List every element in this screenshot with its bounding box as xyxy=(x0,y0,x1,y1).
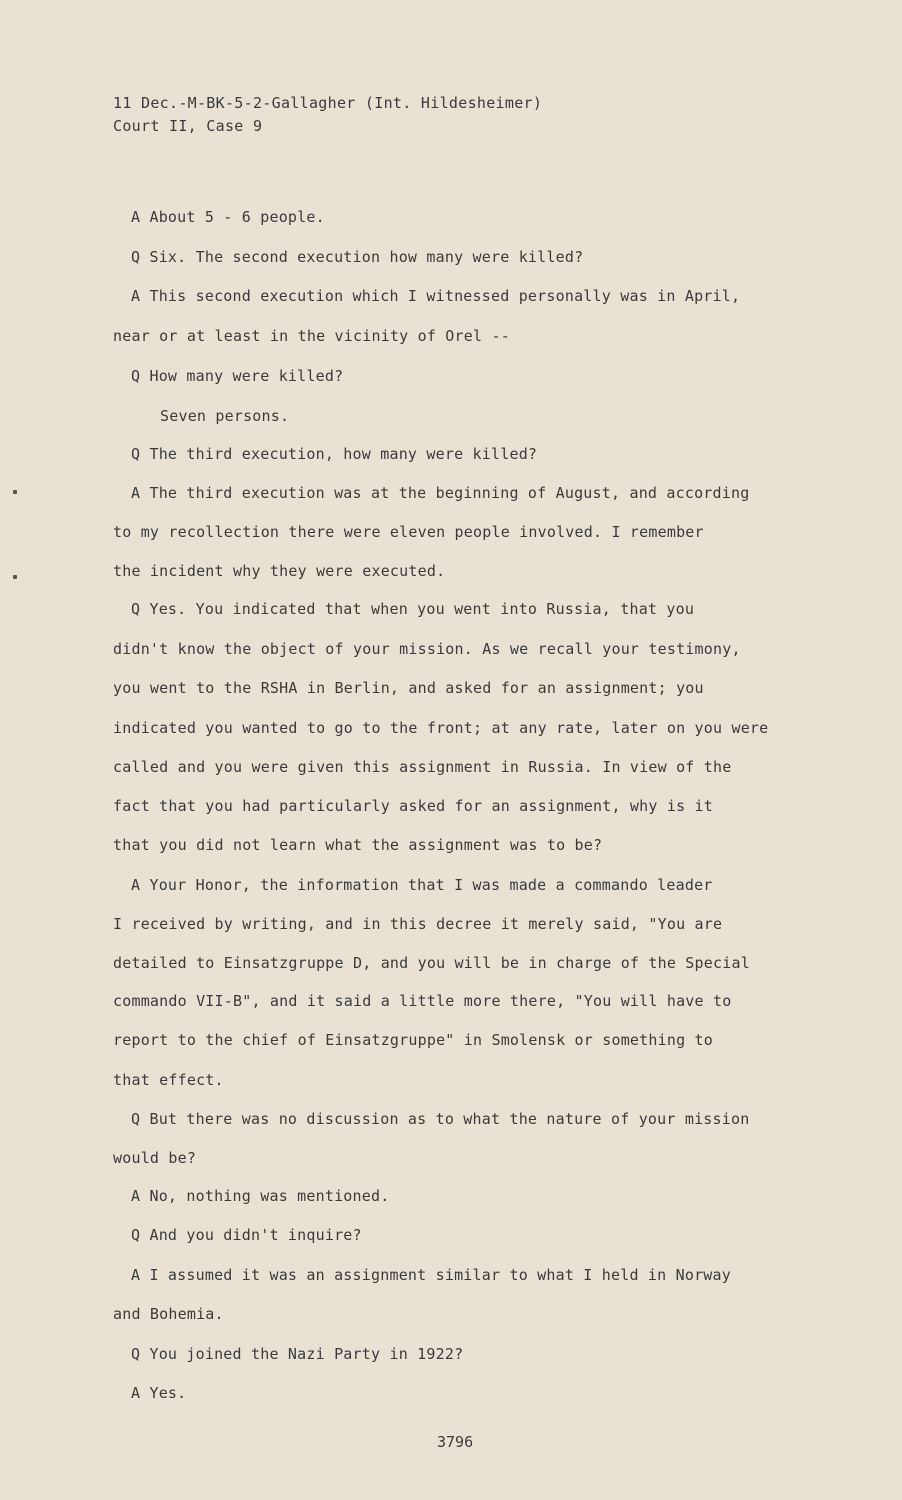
transcript-line: Q The third execution, how many were killed? xyxy=(131,445,538,463)
transcript-line: the incident why they were executed. xyxy=(113,562,446,580)
transcript-line: A I assumed it was an assignment similar to what I held in Norway xyxy=(131,1266,731,1284)
margin-mark xyxy=(13,490,17,494)
transcript-line: fact that you had particularly asked for an assignment, why is it xyxy=(113,797,713,815)
transcript-line: and Bohemia. xyxy=(113,1305,224,1323)
transcript-line: Seven persons. xyxy=(160,407,290,425)
transcript-line: you went to the RSHA in Berlin, and asked for an assignment; you xyxy=(113,679,704,697)
transcript-line: called and you were given this assignment in Russia. In view of the xyxy=(113,758,732,776)
header-line-1: 11 Dec.-M-BK-5-2-Gallagher (Int. Hildesheimer) xyxy=(113,94,543,112)
transcript-line: near or at least in the vicinity of Orel -- xyxy=(113,327,510,345)
transcript-line: Q And you didn't inquire? xyxy=(131,1226,362,1244)
transcript-line: Q You joined the Nazi Party in 1922? xyxy=(131,1345,464,1363)
transcript-line: A Yes. xyxy=(131,1384,187,1402)
page-number: 3796 xyxy=(437,1433,474,1451)
transcript-line: I received by writing, and in this decree it merely said, "You are xyxy=(113,915,723,933)
transcript-line: Q Six. The second execution how many were killed? xyxy=(131,248,584,266)
transcript-line: A The third execution was at the beginning of August, and according xyxy=(131,484,750,502)
transcript-line: commando VII-B", and it said a little more there, "You will have to xyxy=(113,992,732,1010)
transcript-line: that you did not learn what the assignment was to be? xyxy=(113,836,603,854)
transcript-line: report to the chief of Einsatzgruppe" in Smolensk or something to xyxy=(113,1031,713,1049)
transcript-line: A This second execution which I witnessed personally was in April, xyxy=(131,287,741,305)
transcript-line: would be? xyxy=(113,1149,197,1167)
transcript-line: didn't know the object of your mission. As we recall your testimony, xyxy=(113,640,741,658)
transcript-line: A About 5 - 6 people. xyxy=(131,208,325,226)
transcript-line: Q How many were killed? xyxy=(131,367,344,385)
transcript-line: Q But there was no discussion as to what the nature of your mission xyxy=(131,1110,750,1128)
transcript-line: that effect. xyxy=(113,1071,224,1089)
header-line-2: Court II, Case 9 xyxy=(113,117,263,135)
transcript-line: indicated you wanted to go to the front; at any rate, later on you were xyxy=(113,719,769,737)
transcript-line: A No, nothing was mentioned. xyxy=(131,1187,390,1205)
transcript-line: detailed to Einsatzgruppe D, and you will be in charge of the Special xyxy=(113,954,750,972)
transcript-line: Q Yes. You indicated that when you went into Russia, that you xyxy=(131,600,695,618)
margin-mark xyxy=(13,575,17,579)
transcript-line: A Your Honor, the information that I was made a commando leader xyxy=(131,876,713,894)
document-header xyxy=(113,92,542,138)
transcript-line: to my recollection there were eleven people involved. I remember xyxy=(113,523,704,541)
